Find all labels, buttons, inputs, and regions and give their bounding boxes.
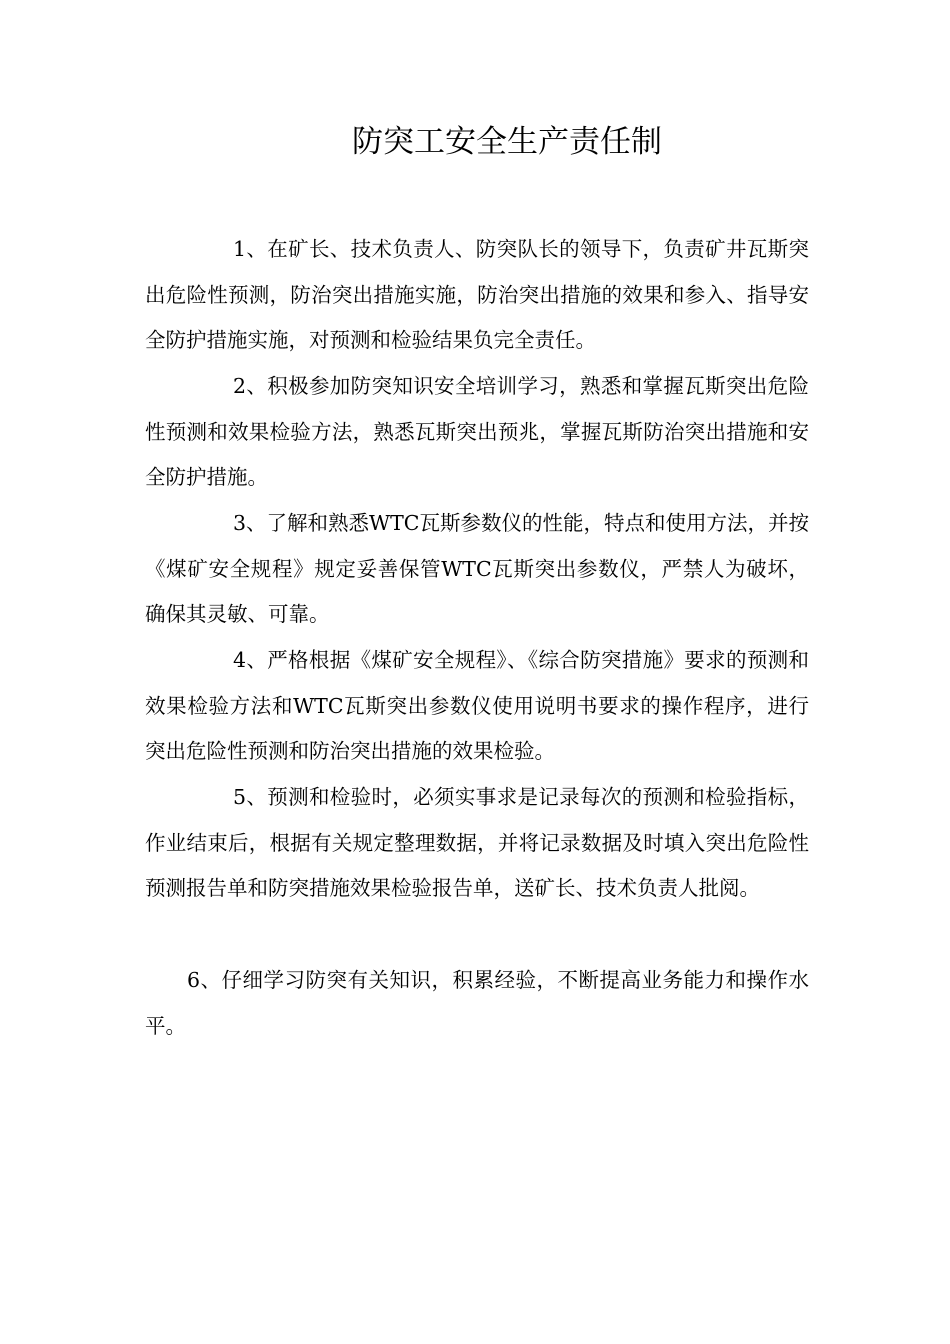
paragraph-3: 3、了解和熟悉WTC瓦斯参数仪的性能，特点和使用方法，并按《煤矿安全规程》规定妥善保管WTC瓦斯突出参数仪，严禁人为破坏，确保其灵敏、可靠。 (145, 511, 809, 626)
paragraph-1: 1、在矿长、技术负责人、防突队长的领导下，负责矿井瓦斯突出危险性预测，防治突出措施实施，防治突出措施的效果和参入、指导安全防护措施实施，对预测和检验结果负完全责任。 (145, 237, 809, 352)
document-title: 防突工安全生产责任制 (352, 124, 662, 160)
paragraph-5: 5、预测和检验时，必须实事求是记录每次的预测和检验指标，作业结束后，根据有关规定整理数据，并将记录数据及时填入突出危险性预测报告单和防突措施效果检验报告单，送矿长、技术负责人批阅。 (145, 785, 809, 900)
paragraph-2: 2、积极参加防突知识安全培训学习，熟悉和掌握瓦斯突出危险性预测和效果检验方法，熟悉瓦斯突出预兆，掌握瓦斯防治突出措施和安全防护措施。 (145, 374, 809, 489)
paragraph-4: 4、严格根据《煤矿安全规程》、《综合防突措施》要求的预测和效果检验方法和WTC瓦斯突出参数仪使用说明书要求的操作程序，进行突出危险性预测和防治突出措施的效果检验。 (145, 648, 809, 763)
paragraph-6: 6、仔细学习防突有关知识，积累经验，不断提高业务能力和操作水平。 (145, 968, 809, 1038)
